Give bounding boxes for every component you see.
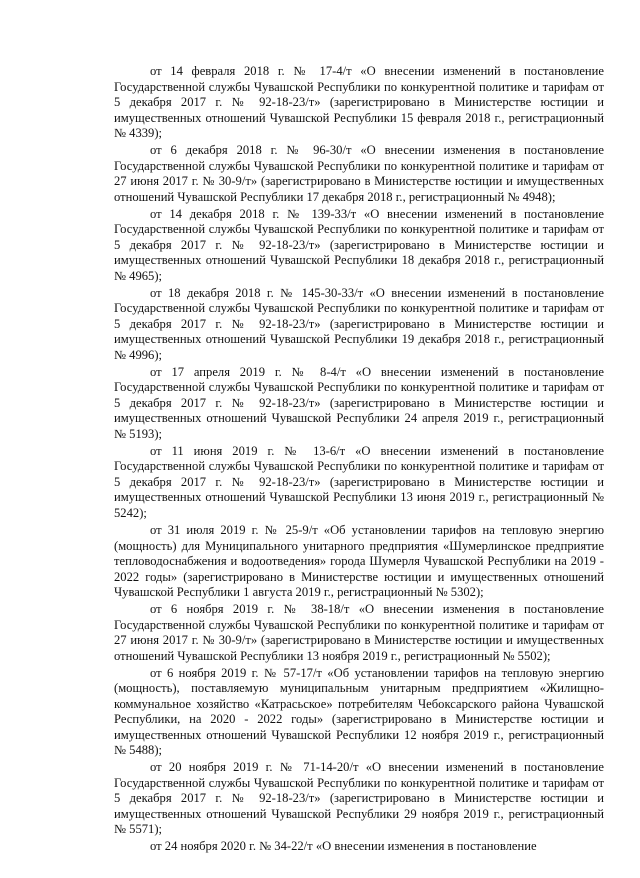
list-item: от 24 ноября 2020 г. № 34-22/т «О внесении изменения в постановление: [150, 839, 537, 854]
list-item: от 17 апреля 2019 г. № 8-4/т «О внесении изменений в постановление Государственной службы Чувашской Республики по конкурентной политике и тарифам от 5 декабря 2017 г. № 92-18-23/т» (зарегистрировано в Министерстве юстиции и имущественных отношений Чувашской Республики 24 апреля 2019 г., регистрационный № 5193);: [114, 364, 604, 441]
document-body: [114, 64, 604, 857]
list-item: от 6 ноября 2019 г. № 57-17/т «Об установлении тарифов на тепловую энергию (мощность), поставляемую муниципальным унитарным предприятием «Жилищно-коммунальное хозяйство «Катрасьское» потребителям Чебоксарского района Чувашской Республики, на 2020 - 2022 годы» (зарегистрировано в Министерстве юстиции и имущественных отношений Чувашской Республики 12 ноября 2019 г., регистрационный № 5488);: [114, 665, 604, 758]
list-item: от 14 февраля 2018 г. № 17-4/т «О внесении изменений в постановление Государственной службы Чувашской Республики по конкурентной политике и тарифам от 5 декабря 2017 г. № 92-18-23/т» (зарегистрировано в Министерстве юстиции и имущественных отношений Чувашской Республики 15 февраля 2018 г., регистрационный № 4339);: [114, 64, 604, 140]
list-item: от 14 декабря 2018 г. № 139-33/т «О внесении изменений в постановление Государственной службы Чувашской Республики по конкурентной политике и тарифам от 5 декабря 2017 г. № 92-18-23/т» (зарегистрировано в Министерстве юстиции и имущественных отношений Чувашской Республики 18 декабря 2018 г., регистрационный № 4965);: [114, 206, 604, 283]
list-item: от 20 ноября 2019 г. № 71-14-20/т «О внесении изменений в постановление Государственной службы Чувашской Республики по конкурентной политике и тарифам от 5 декабря 2017 г. № 92-18-23/т» (зарегистрировано в Министерстве юстиции и имущественных отношений Чувашской Республики 29 ноября 2019 г., регистрационный № 5571);: [114, 760, 604, 837]
list-item: от 6 ноября 2019 г. № 38-18/т «О внесении изменения в постановление Государственной службы Чувашской Республики по конкурентной политике и тарифам от 27 июня 2017 г. № 30-9/т» (зарегистрировано в Министерстве юстиции и имущественных отношений Чувашской Республики 13 ноября 2019 г., регистрационный № 5502);: [114, 602, 604, 663]
list-item: от 18 декабря 2018 г. № 145-30-33/т «О внесении изменений в постановление Государственной службы Чувашской Республики по конкурентной политике и тарифам от 5 декабря 2017 г. № 92-18-23/т» (зарегистрировано в Министерстве юстиции и имущественных отношений Чувашской Республики 19 декабря 2018 г., регистрационный № 4996);: [114, 285, 604, 362]
list-item: от 6 декабря 2018 г. № 96-30/т «О внесении изменения в постановление Государственной службы Чувашской Республики по конкурентной политике и тарифам от 27 июня 2017 г. № 30-9/т» (зарегистрировано в Министерстве юстиции и имущественных отношений Чувашской Республики 17 декабря 2018 г., регистрационный № 4948);: [114, 143, 604, 204]
list-item: от 31 июля 2019 г. № 25-9/т «Об установлении тарифов на тепловую энергию (мощность) для Муниципального унитарного предприятия «Шумерлинское предприятие тепловодоснабжения и водоотведения» города Шумерля Чувашской Республики на 2019 - 2022 годы» (зарегистрировано в Министерстве юстиции и имущественных отношений Чувашской Республики 1 августа 2019 г., регистрационный № 5302);: [114, 523, 604, 600]
list-item: от 11 июня 2019 г. № 13-6/т «О внесении изменений в постановление Государственной службы Чувашской Республики по конкурентной политике и тарифам от 5 декабря 2017 г. № 92-18-23/т» (зарегистрировано в Министерстве юстиции и имущественных отношений Чувашской Республики 13 июня 2019 г., регистрационный № 5242);: [114, 443, 604, 520]
